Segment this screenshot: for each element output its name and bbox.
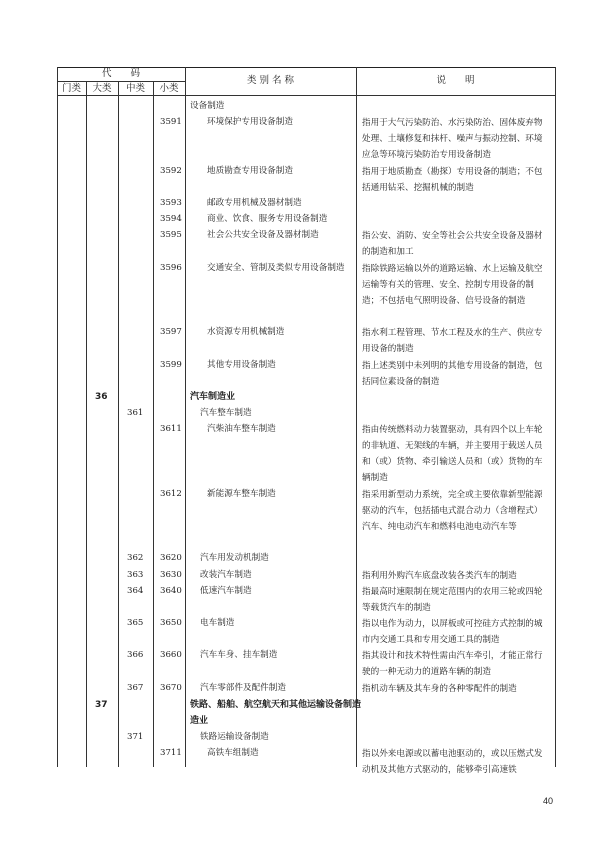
code-xiao: 3670 [160,683,182,693]
code-xiao: 3599 [160,360,182,370]
code-xiao: 3630 [160,570,182,580]
category-name: 电车制造 [200,618,235,628]
category-description: 指以外来电源或以蓄电池驱动的，或以压燃式发动机及其他方式驱动的，能够牵引高速铁 [362,749,543,775]
category-name: 设备制造 [190,101,225,111]
category-name: 汽车用发动机制造 [200,553,269,563]
code-zhong: 363 [127,570,144,580]
col-line-right [555,67,556,767]
category-name: 汽车制造业 [190,392,236,402]
code-zhong: 366 [127,650,144,660]
header-zhong: 中类 [125,83,145,94]
header-xiao: 小类 [159,83,179,94]
category-description: 指用于大气污染防治、水污染防治、固体废弃物处理、土壤修复和抹杆、噪声与振动控制、环境应急等环境污染防治专用设备制造 [362,118,543,160]
category-description: 指公安、消防、安全等社会公共安全设备及器材的制造和加工 [362,231,543,257]
category-name: 环境保护专用设备制造 [207,117,293,127]
col-line-xiao-name [185,67,186,767]
code-zhong: 367 [127,683,144,693]
col-line-left [57,67,58,767]
code-da: 36 [95,392,108,402]
category-description: 指最高时速限制在规定范围内的农用三轮或四轮等载货汽车的制造 [362,587,543,613]
category-name: 汽柴油车整车制造 [207,424,276,434]
category-description: 指用于地质勘查（勘探）专用设备的制造；不包括通用钻采、挖掘机械的制造 [362,167,543,193]
code-xiao: 3620 [160,553,182,563]
category-name: 其他专用设备制造 [207,360,276,370]
header-code: 代 码 [101,68,140,79]
code-xiao: 3596 [160,263,182,273]
code-xiao: 3612 [160,489,182,499]
code-xiao: 3611 [160,424,182,434]
category-description: 指水利工程管理、节水工程及水的生产、供应专用设备的制造 [362,328,543,354]
code-zhong: 365 [127,618,144,628]
category-name: 交通安全、管制及类似专用设备制造 [207,263,345,273]
category-description: 指上述类别中未列明的其他专用设备的制造，包括同位素设备的制造 [362,361,543,387]
category-description: 指以电作为动力，以屏板或可控硅方式控制的城市内交通工具和专用交通工具的制造 [362,619,543,645]
category-description: 指机动车辆及其车身的各种零配件的制造 [362,684,517,694]
category-name: 铁路运输设备制造 [200,732,269,742]
category-description: 指其设计和技术特性需由汽车牵引，才能正常行驶的一种无动力的道路车辆的制造 [362,651,543,677]
code-zhong: 364 [127,586,144,596]
code-xiao: 3595 [160,230,182,240]
category-name: 新能源车整车制造 [207,489,276,499]
code-da: 37 [95,700,108,710]
category-name-continued: 造业 [190,716,209,726]
header-men: 门类 [61,83,81,94]
code-xiao: 3660 [160,650,182,660]
category-name: 高铁车组制造 [207,748,259,758]
category-description: 指除铁路运输以外的道路运输、水上运输及航空运输等有关的管理、安全、控制专用设备的制造；不包括电气照明设备、信号设备的制造 [362,264,543,306]
header-bottom-border [57,95,556,96]
code-zhong: 361 [127,408,144,418]
code-xiao: 3591 [160,117,182,127]
col-line-men-da [86,81,87,767]
category-name: 低速汽车制造 [200,586,252,596]
category-name: 汽车零部件及配件制造 [200,683,286,693]
category-name: 汽车整车制造 [200,408,252,418]
header-description: 说 明 [436,75,475,86]
category-name: 邮政专用机械及器材制造 [207,198,302,208]
code-xiao: 3592 [160,166,182,176]
code-header-divider [57,81,185,82]
category-description: 指采用新型动力系统，完全或主要依靠新型能源驱动的汽车，包括插电式混合动力（含增程式）汽车、纯电动汽车和燃料电池电动汽车等 [362,490,543,532]
code-zhong: 371 [127,732,144,742]
col-line-da-zhong [118,81,119,767]
category-description: 指利用外购汽车底盘改装各类汽车的制造 [362,571,517,581]
category-name: 商业、饮食、服务专用设备制造 [207,214,328,224]
category-name: 社会公共安全设备及器材制造 [207,230,319,240]
code-zhong: 362 [127,553,144,563]
code-xiao: 3711 [160,748,182,758]
code-xiao: 3597 [160,327,182,337]
header-category-name: 类 别 名 称 [246,75,295,86]
category-name: 铁路、船舶、航空航天和其他运输设备制造 [190,700,362,710]
code-xiao: 3593 [160,198,182,208]
code-xiao: 3640 [160,586,182,596]
page-number: 40 [542,796,553,806]
col-line-name-desc [356,67,357,767]
category-description: 指由传统燃料动力装置驱动，具有四个以上车轮的非轨道、无架线的车辆，并主要用于载送人员和（或）货物、牵引输送人员和（或）货物的车辆制造 [362,425,543,483]
category-name: 水资源专用机械制造 [207,327,285,337]
category-name: 改装汽车制造 [200,570,252,580]
header-da: 大类 [92,83,112,94]
code-xiao: 3594 [160,214,182,224]
code-xiao: 3650 [160,618,182,628]
category-name: 汽车车身、挂车制造 [200,650,278,660]
col-line-zhong-xiao [153,81,154,767]
category-name: 地质勘查专用设备制造 [207,166,293,176]
